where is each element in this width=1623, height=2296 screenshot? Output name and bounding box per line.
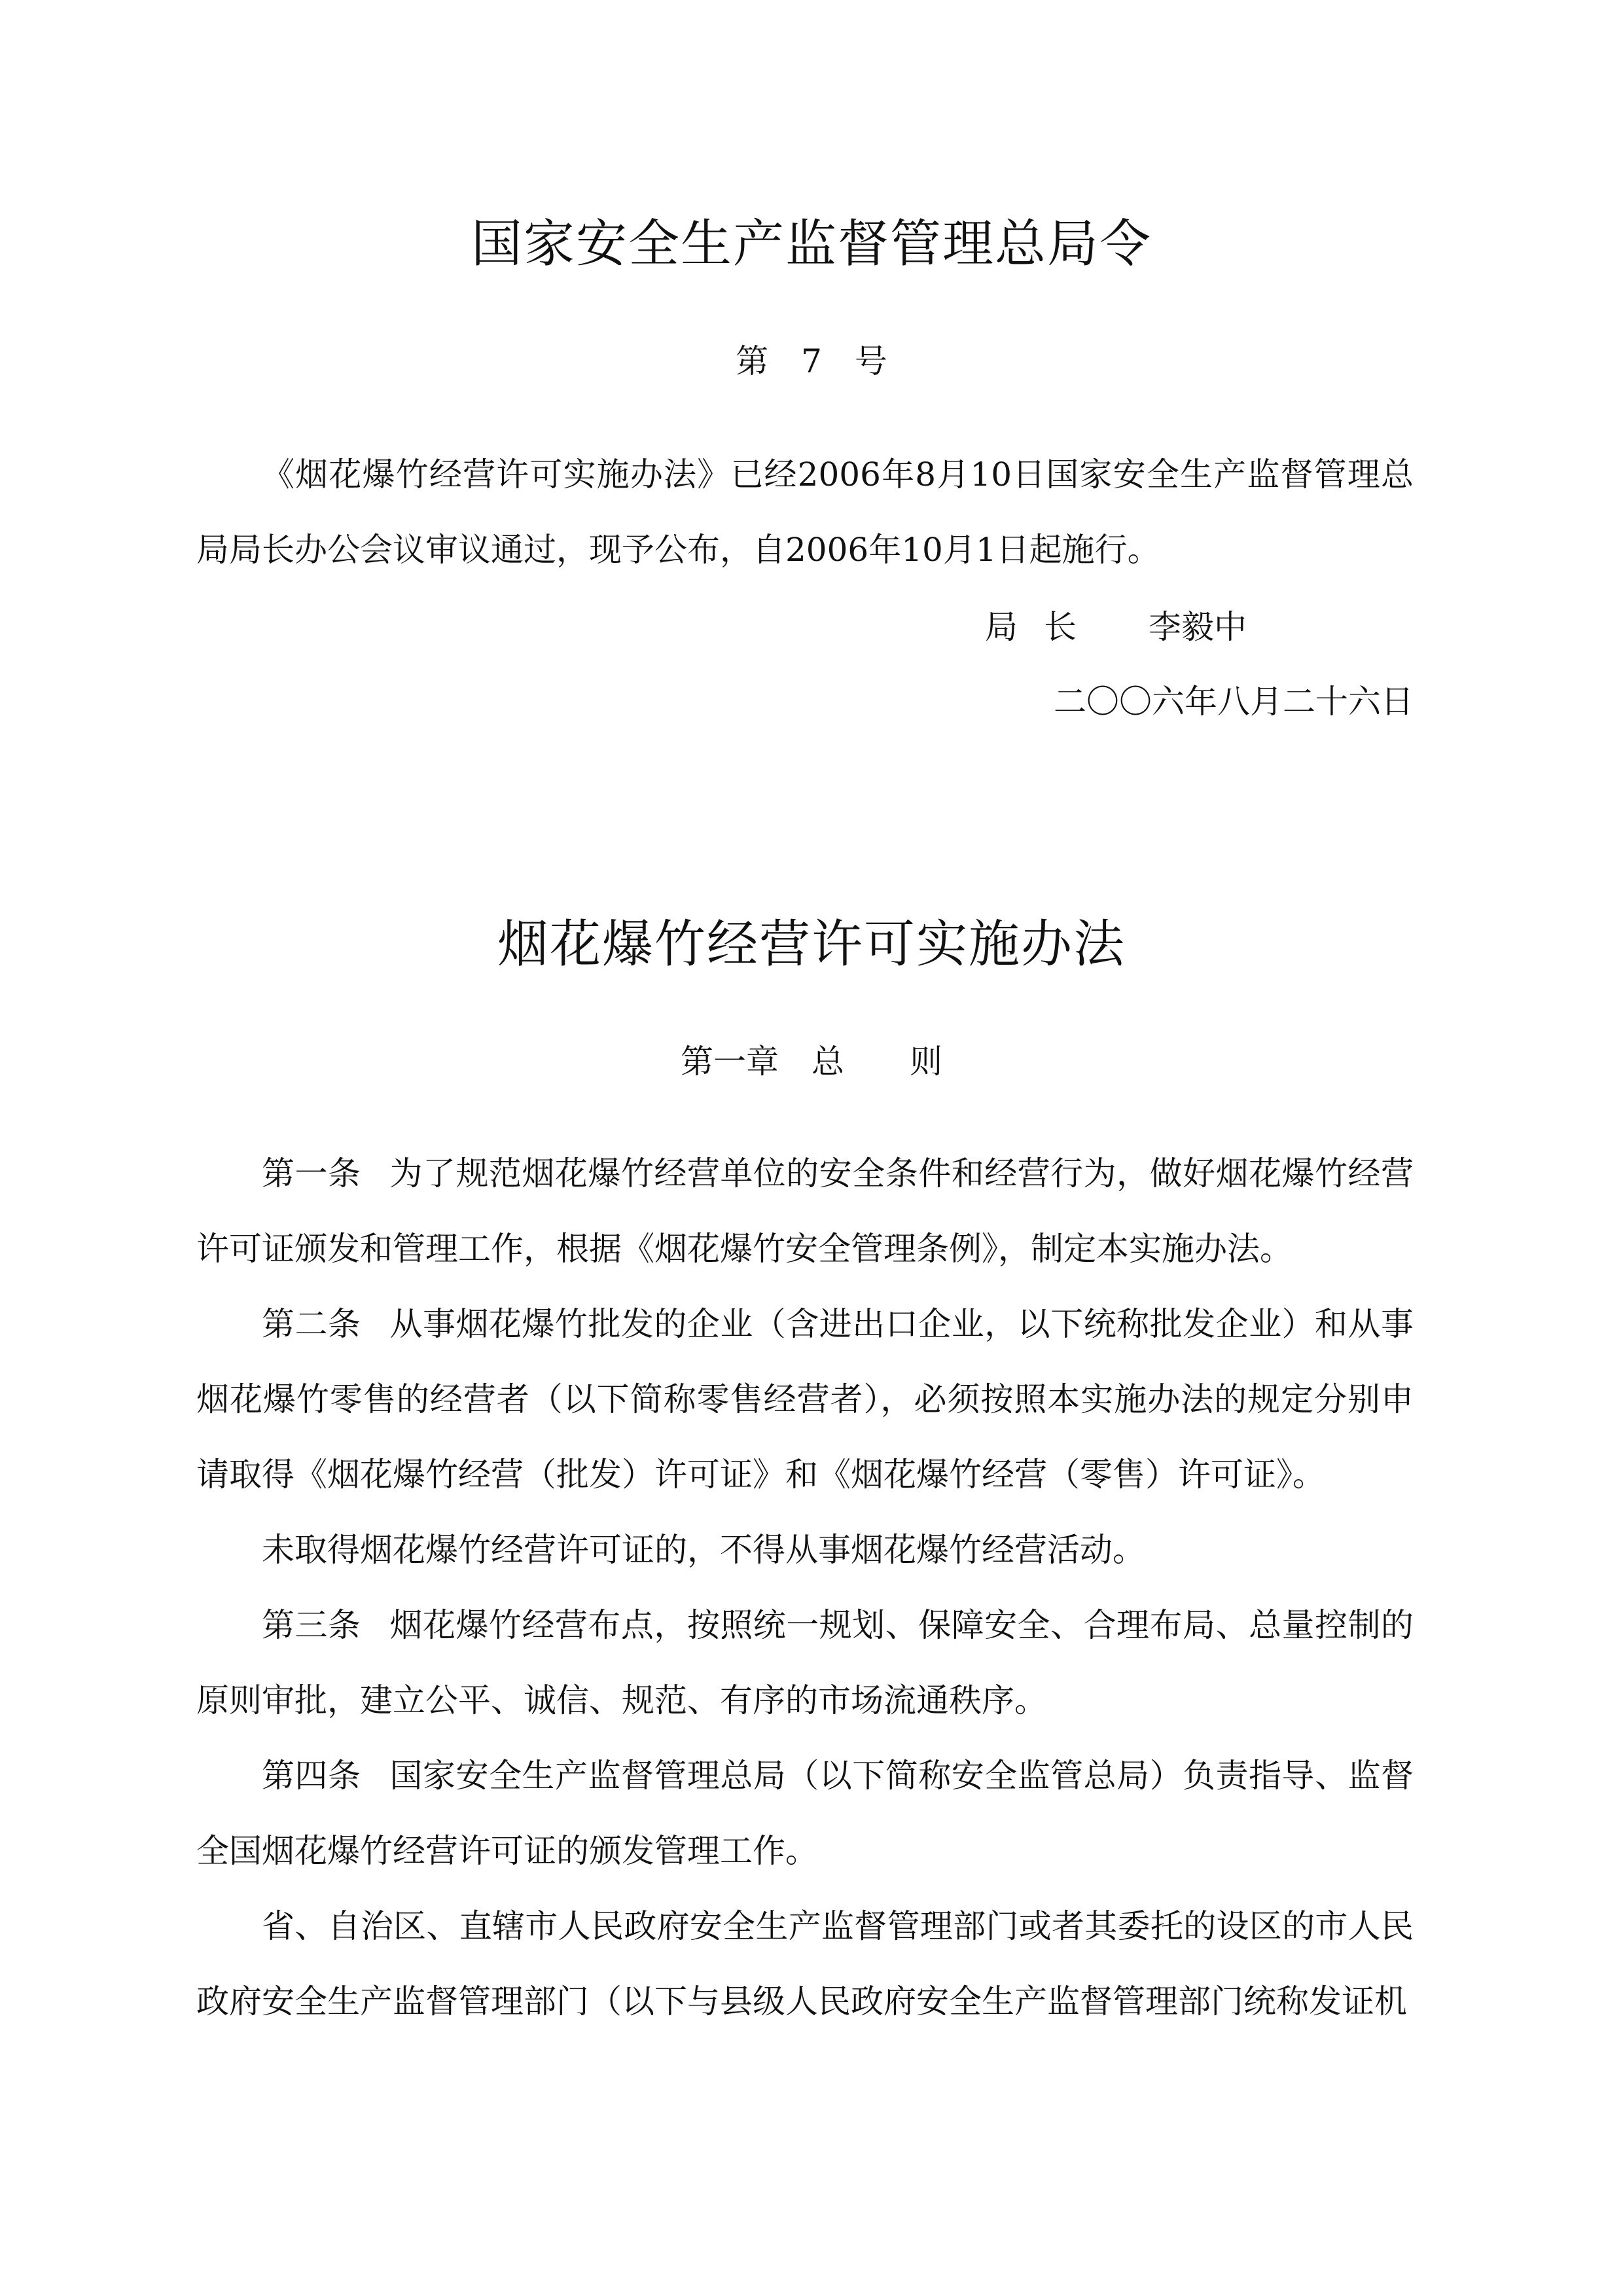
article-3-paragraph bbox=[196, 1588, 1414, 1738]
chapter-heading: 第一章 总 则 bbox=[681, 1043, 942, 1081]
signer-name: 李毅中 bbox=[1149, 608, 1247, 646]
article-text: 国家安全生产监督管理总局（以下简称安全监管总局）负责指导、监督全国烟花爆竹经营许可证的颁发管理工作。 bbox=[196, 1757, 1414, 1870]
signer-title: 局长 bbox=[985, 608, 1103, 646]
article-label: 第二条 bbox=[262, 1305, 361, 1343]
announcement-paragraph: 《烟花爆竹经营许可实施办法》已经2006年8月10日国家安全生产监督管理总局局长办公会议审议通过，现予公布，自2006年10月1日起施行。 bbox=[196, 456, 1414, 569]
paragraph-text: 未取得烟花爆竹经营许可证的，不得从事烟花爆竹经营活动。 bbox=[262, 1531, 1145, 1569]
article-4-paragraph bbox=[196, 1738, 1414, 1889]
order-number: 第 7 号 bbox=[736, 342, 887, 380]
article-label: 第三条 bbox=[262, 1606, 361, 1644]
article-text: 从事烟花爆竹批发的企业（含进出口企业，以下统称批发企业）和从事烟花爆竹零售的经营者（以下简称零售经营者），必须按照本实施办法的规定分别申请取得《烟花爆竹经营（批发）许可证》和《烟花爆竹经营（零售）许可证》。 bbox=[196, 1305, 1414, 1494]
article-2-continuation-paragraph bbox=[196, 1513, 1414, 1588]
issue-date: 二〇〇六年八月二十六日 bbox=[1054, 683, 1414, 721]
signature-line bbox=[985, 601, 1247, 648]
article-4-continuation-paragraph bbox=[196, 1889, 1414, 2039]
article-label: 第四条 bbox=[262, 1757, 361, 1795]
article-2-paragraph bbox=[196, 1287, 1414, 1513]
paragraph-text: 省、自治区、直辖市人民政府安全生产监督管理部门或者其委托的设区的市人民政府安全生产监督管理部门（以下与县级人民政府安全生产监督管理部门统称发证机 bbox=[196, 1907, 1414, 2020]
article-text: 为了规范烟花爆竹经营单位的安全条件和经营行为，做好烟花爆竹经营许可证颁发和管理工作，根据《烟花爆竹安全管理条例》，制定本实施办法。 bbox=[196, 1155, 1414, 1268]
article-1-paragraph bbox=[196, 1136, 1414, 1287]
article-label: 第一条 bbox=[262, 1155, 361, 1193]
order-title: 国家安全生产监督管理总局令 bbox=[471, 215, 1152, 274]
document-title: 烟花爆竹经营许可实施办法 bbox=[497, 915, 1126, 974]
article-text: 烟花爆竹经营布点，按照统一规划、保障安全、合理布局、总量控制的原则审批，建立公平、诚信、规范、有序的市场流通秩序。 bbox=[196, 1606, 1414, 1719]
